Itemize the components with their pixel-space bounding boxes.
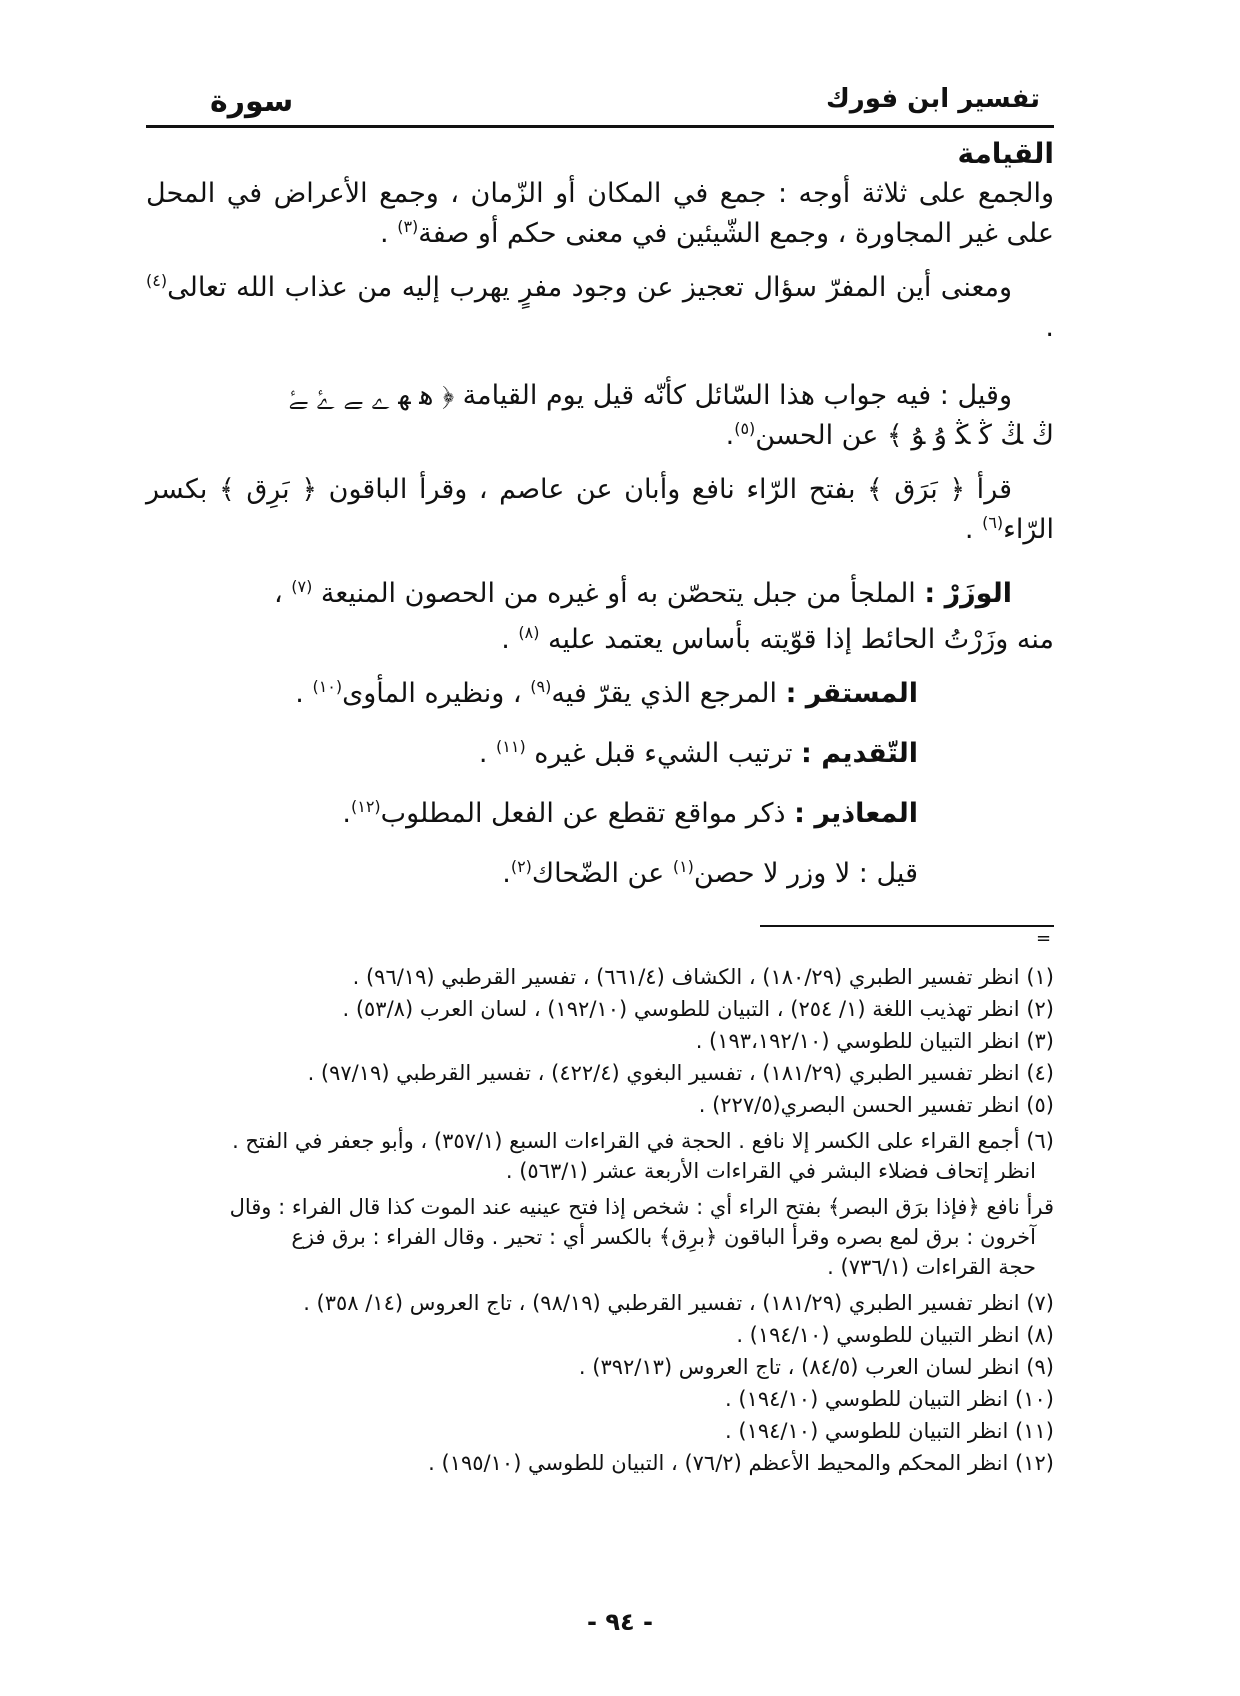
paragraph-reading: قرأ ﴿ بَرَق ﴾ بفتح الرّاء نافع وأبان عن عاصم ، وقرأ الباقون ﴿ بَرِق ﴾ بكسر الرّاء$^{(٦)}$ . [146, 474, 1054, 545]
footnote-2: (٢) انظر تهذيب اللغة (١/ ٢٥٤) ، التبيان للطوسي (١٩٢/١٠) ، لسان العرب (٥٣/٨) . [342, 997, 1054, 1021]
footnote-1: (١) انظر تفسير الطبري (١٨٠/٢٩) ، الكشاف (٦٦١/٤) ، تفسير القرطبي (٩٦/١٩) . [352, 965, 1054, 989]
term-maadhir: المعاذير : [794, 798, 918, 829]
paragraph-escape: ومعنى أين المفرّ سؤال تعجيز عن وجود مفرٍ يهرب إليه من عذاب الله تعالى$^{(٤)}$ . [146, 271, 1054, 343]
footnote-5: (٥) انظر تفسير الحسن البصري(٢٢٧/٥) . [698, 1093, 1054, 1117]
footnote-ref[interactable]: (٩) [530, 677, 552, 696]
main-text [146, 134, 1054, 904]
footnote-ref[interactable]: (١١) [496, 737, 526, 756]
footnote-4: (٤) انظر تفسير الطبري (١٨١/٢٩) ، تفسير البغوي (٤٢٢/٤) ، تفسير القرطبي (٩٧/١٩) . [307, 1061, 1054, 1085]
page-number: - ٩٤ - [587, 1608, 653, 1636]
footnote-ref[interactable]: (٣) [397, 217, 419, 236]
footnote-ref[interactable]: (٧) [291, 577, 313, 596]
term-taqdim: التّقديم : [801, 738, 918, 769]
footnotes [146, 962, 1054, 1480]
footnote-ref[interactable]: (٦) [982, 513, 1004, 532]
footnote-11: (١١) انظر التبيان للطوسي (١٩٤/١٠) . [725, 1419, 1054, 1443]
footnote-ref[interactable]: (٢) [510, 857, 532, 876]
footnote-7: (٧) انظر تفسير الطبري (١٨١/٢٩) ، تفسير القرطبي (٩٨/١٩) ، تاج العروس (١٤/ ٣٥٨) . [303, 1291, 1054, 1315]
footnote-10: (١٠) انظر التبيان للطوسي (١٩٤/١٠) . [725, 1387, 1054, 1411]
footnote-8: (٨) انظر التبيان للطوسي (١٩٤/١٠) . [736, 1323, 1054, 1347]
footnote-3: (٣) انظر التبيان للطوسي (١٩٣،١٩٢/١٠) . [695, 1029, 1054, 1053]
running-header-book-title: تفسير ابن فورك [825, 84, 1040, 114]
paragraph-answer-line1: وقيل : فيه جواب هذا السّائل كأنّه قيل يوم القيامة ﴿ ﮬ ﮭ ﮮ ﮯ ﮰ ﮱ [288, 380, 1012, 411]
definition-wazar-continued: منه وزَرْتُ الحائط إذا قوّيته بأساس يعتمد عليه $^{(٨)}$ . [501, 623, 1054, 655]
footnote-ref[interactable]: (١) [672, 857, 694, 876]
footnote-separator-mark: = [1036, 928, 1052, 949]
paragraph-answer-line2: ﯓ ﯔ ﯕ ﯖ ﯗ ﯘ ﴾ عن الحسن$^{(٥)}$. [725, 419, 1054, 451]
definition-mustaqar: المستقر : المرجع الذي يقرّ فيه$^{(٩)}$ ، ونظيره المأوى$^{(١٠)}$ . [295, 677, 918, 709]
footnote-6-reading: قرأ نافع ﴿فإذا برَق البصر﴾ بفتح الراء أي : شخص إذا فتح عينيه عند الموت كذا قال الفراء : وقال آخرون : برق لمع بصره وقرأ الباقون ﴿برِق﴾ بالكسر أي : تحير . وقال الفراء : برق فزع حجة القراءات (٧٣٦/١) . [229, 1195, 1054, 1279]
footnote-ref[interactable]: (٥) [734, 419, 756, 438]
header-rule [146, 125, 1054, 128]
footnote-separator [760, 925, 1054, 927]
definition-taqdim: التّقديم : ترتيب الشيء قبل غيره $^{(١١)}$ . [478, 737, 918, 769]
definition-maadhir: المعاذير : ذكر مواقع تقطع عن الفعل المطلوب$^{(١٢)}$. [342, 797, 918, 829]
paragraph-gathering: والجمع على ثلاثة أوجه : جمع في المكان أو الزّمان ، وجمع الأعراض في المحل على غير المجاورة ، وجمع الشّيئين في معنى حكم أو صفة$^{(٣)}$ . [146, 178, 1054, 249]
term-wazar: الوزَرْ : [924, 578, 1012, 609]
footnote-ref[interactable]: (١٢) [350, 797, 381, 816]
running-header-surah-label: سورة [210, 84, 294, 119]
footnote-9: (٩) انظر لسان العرب (٨٤/٥) ، تاج العروس (٣٩٢/١٣) . [578, 1355, 1054, 1379]
footnote-ref[interactable]: (٨) [518, 623, 540, 642]
footnote-ref[interactable]: (١٠) [312, 677, 343, 696]
footnote-12: (١٢) انظر المحكم والمحيط الأعظم (٧٦/٢) ، التبيان للطوسي (١٩٥/١٠) . [428, 1451, 1054, 1475]
surah-name: القيامة [957, 137, 1054, 170]
qila-line: قيل : لا وزر لا حصن$^{(١)}$ عن الضّحاك$^{(٢)}$. [502, 857, 918, 889]
term-mustaqar: المستقر : [785, 678, 918, 709]
definition-wazar: الوزَرْ : الملجأ من جبل يتحصّن به أو غيره من الحصون المنيعة $^{(٧)}$ ، [273, 577, 1012, 609]
footnote-6: (٦) أجمع القراء على الكسر إلا نافع . الحجة في القراءات السبع (٣٥٧/١) ، وأبو جعفر في الفتح . انظر إتحاف فضلاء البشر في القراءات الأربعة عشر (٥٦٣/١) . [232, 1129, 1054, 1183]
footnote-ref[interactable]: (٤) [146, 271, 168, 290]
